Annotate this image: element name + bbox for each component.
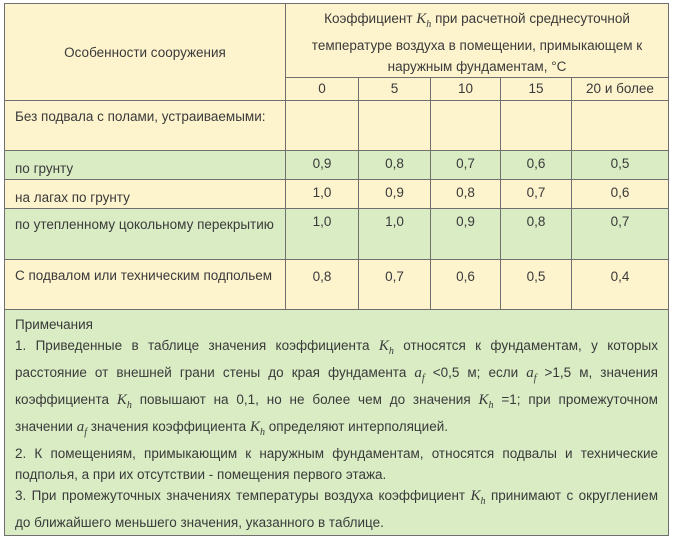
notes-row bbox=[5, 310, 669, 536]
table-cell: 0,5 bbox=[572, 151, 669, 180]
table-row bbox=[5, 260, 669, 310]
table-cell bbox=[286, 101, 359, 151]
table-row bbox=[5, 180, 669, 209]
k-symbol: $K_h$ bbox=[378, 338, 394, 357]
note-2: 2. К помещениям, примыкающим к наружным фундаментам, относятся подвалы и технические подполья, а при их отсутствии - помещения первого этажа. bbox=[15, 446, 658, 482]
table-cell: 0,8 bbox=[501, 209, 572, 260]
table-cell: 0,9 bbox=[359, 180, 431, 209]
temp-header: 15 bbox=[501, 78, 572, 101]
table-cell: 0,6 bbox=[572, 180, 669, 209]
table-cell bbox=[501, 101, 572, 151]
temp-header: 0 bbox=[286, 78, 359, 101]
table-cell: 1,0 bbox=[359, 209, 431, 260]
table-cell: 0,6 bbox=[501, 151, 572, 180]
af-symbol: $a_f$ bbox=[76, 419, 87, 438]
row-label: на лагах по грунту bbox=[5, 180, 286, 209]
row-label: Без подвала с полами, устраиваемыми: bbox=[5, 101, 286, 151]
temp-header: 5 bbox=[359, 78, 431, 101]
table-cell: 0,9 bbox=[286, 151, 359, 180]
coefficient-table-wrapper bbox=[4, 3, 668, 536]
table-row bbox=[5, 209, 669, 260]
k-symbol: $K_h$ bbox=[416, 11, 432, 30]
notes-cell bbox=[5, 310, 669, 536]
coefficient-table bbox=[4, 3, 669, 536]
row-label: по грунту bbox=[5, 151, 286, 180]
k-symbol: $K_h$ bbox=[116, 392, 132, 411]
table-cell bbox=[431, 101, 501, 151]
note-3: 3. При промежуточных значениях температуры воздуха коэффициент $K_h$ принимают с округлением до ближайшего меньшего значения, указанного в таблице. bbox=[15, 488, 658, 530]
table-cell: 0,5 bbox=[501, 260, 572, 310]
table-row bbox=[5, 101, 669, 151]
k-symbol: $K_h$ bbox=[249, 419, 265, 438]
row-label: по утепленному цокольному перекрытию bbox=[5, 209, 286, 260]
k-symbol: $K_h$ bbox=[470, 488, 486, 507]
af-symbol: $a_f$ bbox=[526, 365, 537, 384]
table-cell: 0,8 bbox=[359, 151, 431, 180]
temp-header: 10 bbox=[431, 78, 501, 101]
k-symbol: $K_h$ bbox=[478, 392, 494, 411]
table-cell: 0,8 bbox=[431, 180, 501, 209]
note-1: 1. Приведенные в таблице значения коэффициента $K_h$ относятся к фундаментам, у которых расстояние от внешней грани стены до края фундамента $a_f <0,5$ м; если $a_f >1,5$ м, значения коэффициента $K_h$ повышают на 0,1, но не более чем до значения $K_h =1$; при промежуточном значении $a_f$ значения коэффициента $K_h$ определяют интерполяцией. bbox=[15, 338, 658, 438]
table-cell: 0,7 bbox=[359, 260, 431, 310]
table-cell: 0,4 bbox=[572, 260, 669, 310]
table-row bbox=[5, 151, 669, 180]
table-cell: 1,0 bbox=[286, 209, 359, 260]
table-cell: 0,6 bbox=[431, 260, 501, 310]
table-cell bbox=[359, 101, 431, 151]
row-label: С подвалом или техническим подпольем bbox=[5, 260, 286, 310]
table-cell: 0,7 bbox=[501, 180, 572, 209]
table-cell: 1,0 bbox=[286, 180, 359, 209]
table-cell: 0,7 bbox=[431, 151, 501, 180]
af-symbol: $a_f$ bbox=[414, 365, 425, 384]
header-coefficient: Коэффициент $K_h$ при расчетной среднесуточной температуре воздуха в помещении, примыкающем к наружным фундаментам, °С bbox=[286, 4, 669, 78]
table-cell: 0,9 bbox=[431, 209, 501, 260]
table-cell: 0,8 bbox=[286, 260, 359, 310]
header-row bbox=[5, 4, 669, 78]
table-cell: 0,7 bbox=[572, 209, 669, 260]
notes-title: Примечания bbox=[15, 317, 93, 332]
header-structure-features: Особенности сооружения bbox=[5, 4, 286, 101]
temp-header: 20 и более bbox=[572, 78, 669, 101]
table-cell bbox=[572, 101, 669, 151]
